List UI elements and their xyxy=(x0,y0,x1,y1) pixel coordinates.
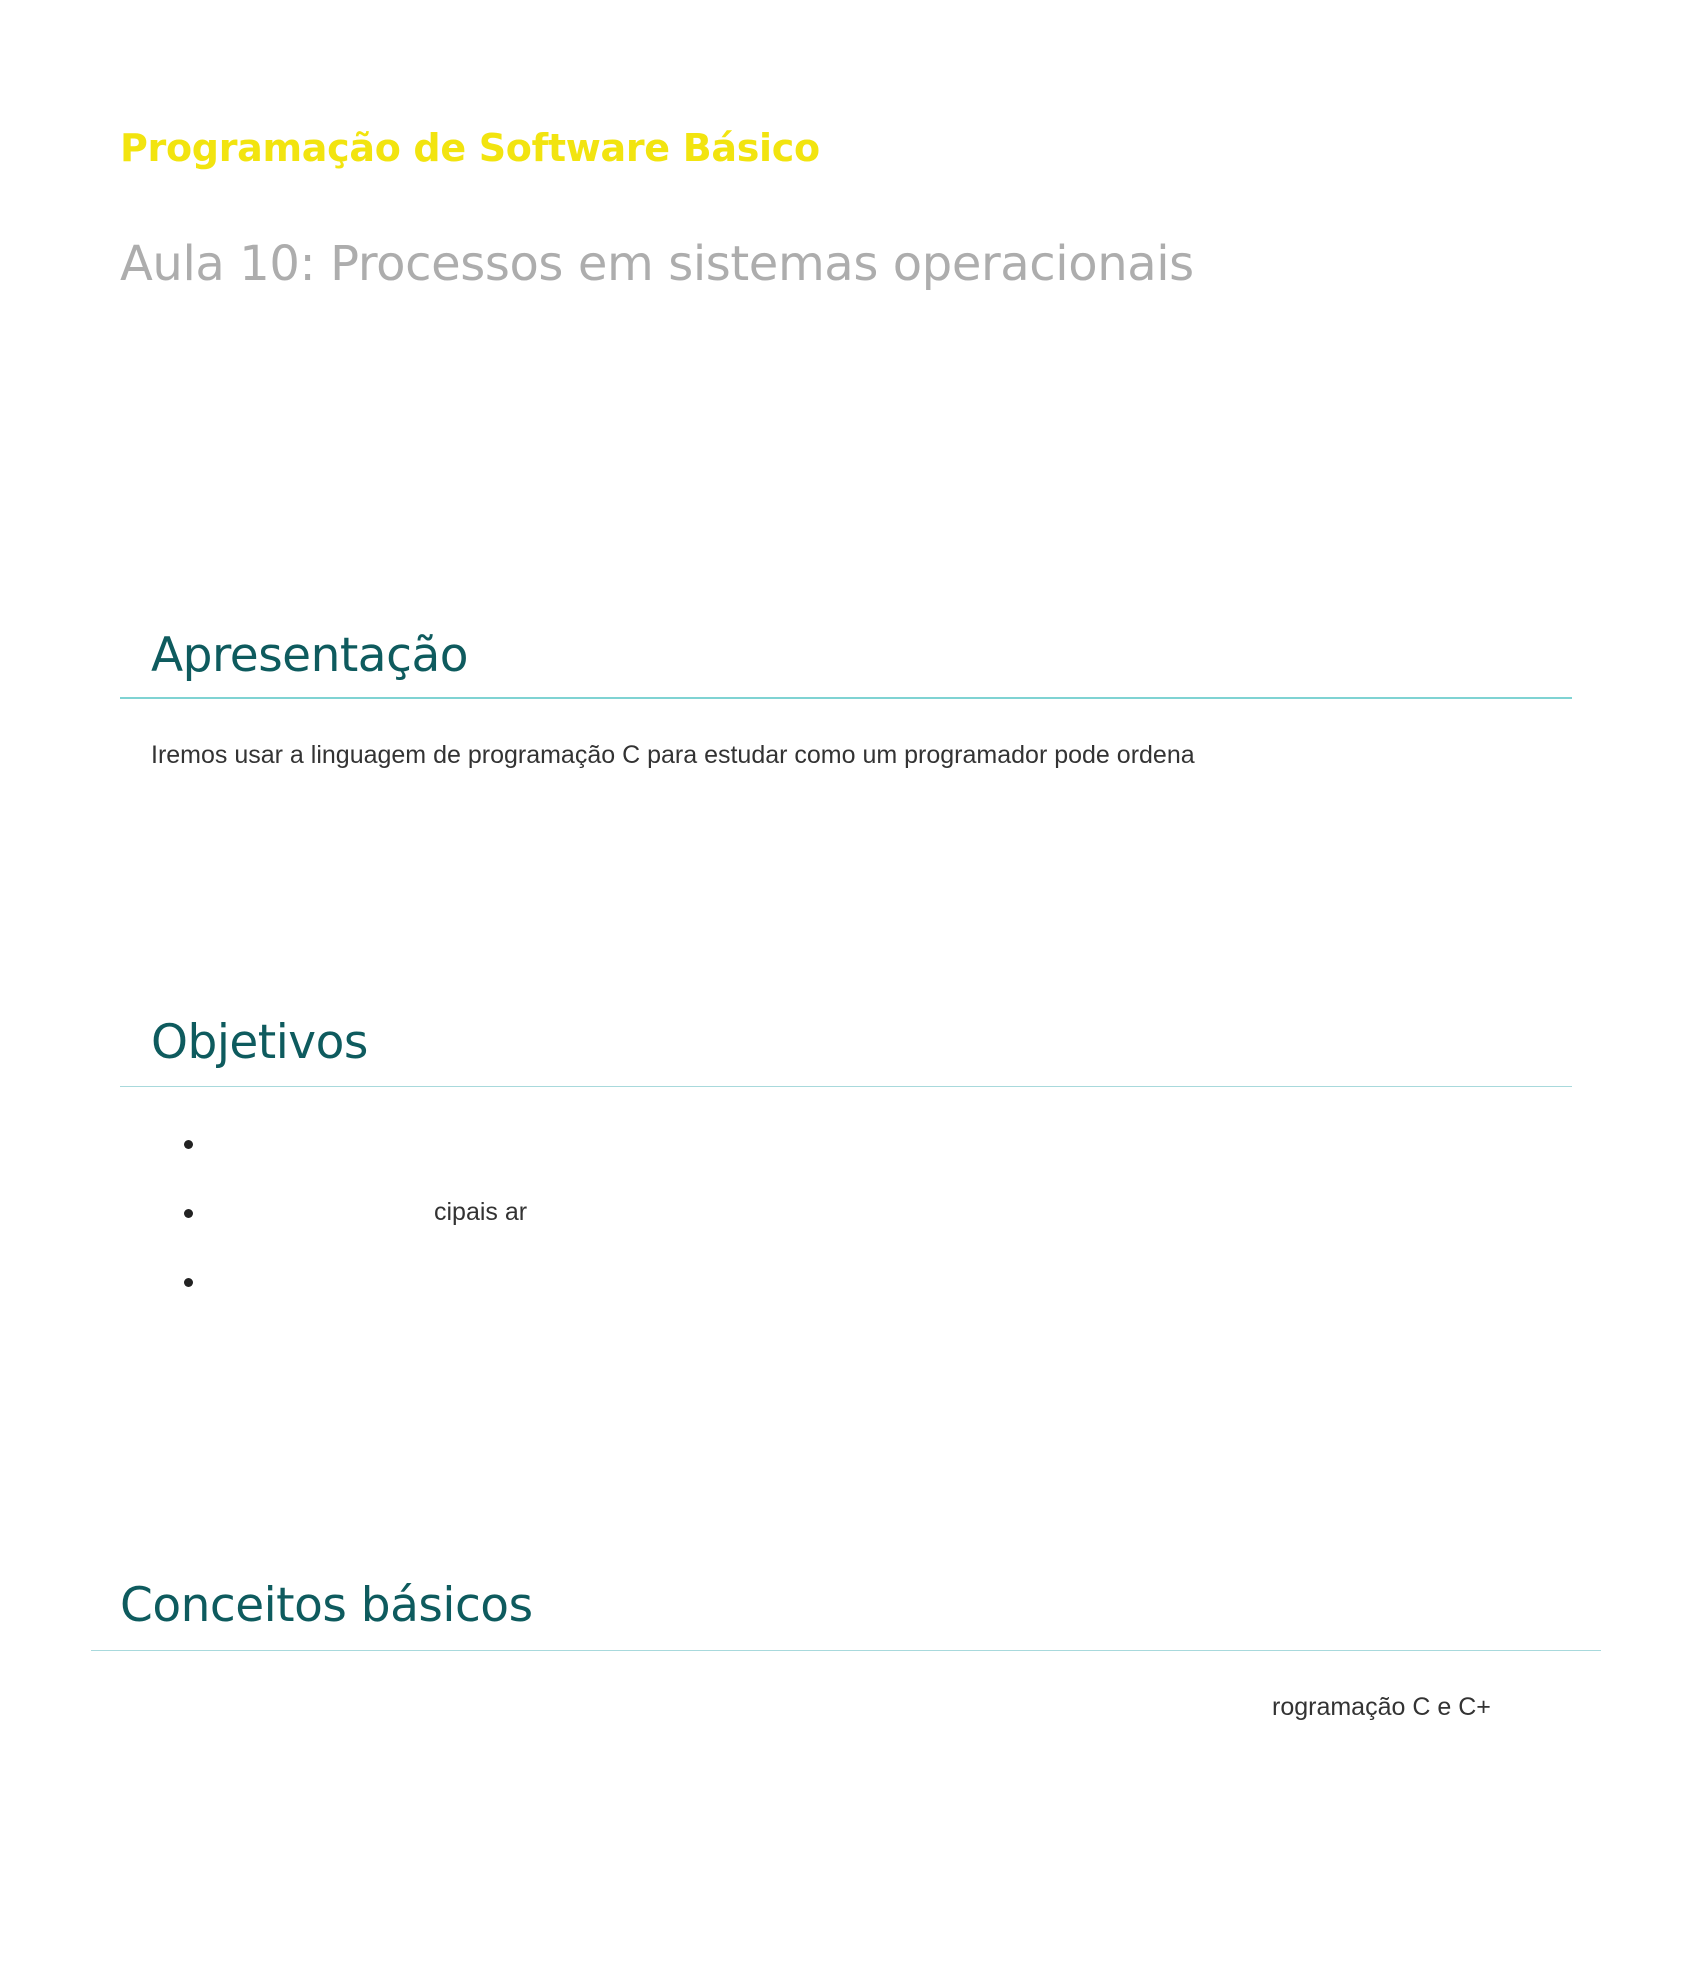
lesson-title: Aula 10: Processos em sistemas operacionais xyxy=(120,236,1194,292)
section-heading-conceitos: Conceitos básicos xyxy=(120,1578,533,1633)
section-heading-objetivos: Objetivos xyxy=(151,1015,368,1070)
apresentacao-paragraph: Iremos usar a linguagem de programação C para estudar como um programador pode ordena xyxy=(151,741,1195,769)
objective-bullet-2 xyxy=(184,1209,193,1218)
objective-item-2: cipais ar xyxy=(434,1198,528,1226)
conceitos-paragraph-fragment: rogramação C e C+ xyxy=(1272,1693,1491,1721)
objective-bullet-1 xyxy=(184,1140,193,1149)
objective-bullet-3 xyxy=(184,1278,193,1287)
section-divider-apresentacao xyxy=(120,697,1572,699)
section-divider-objetivos xyxy=(120,1086,1572,1087)
course-title: Programação de Software Básico xyxy=(120,126,820,170)
section-heading-apresentacao: Apresentação xyxy=(151,628,469,683)
section-divider-conceitos xyxy=(91,1650,1601,1651)
